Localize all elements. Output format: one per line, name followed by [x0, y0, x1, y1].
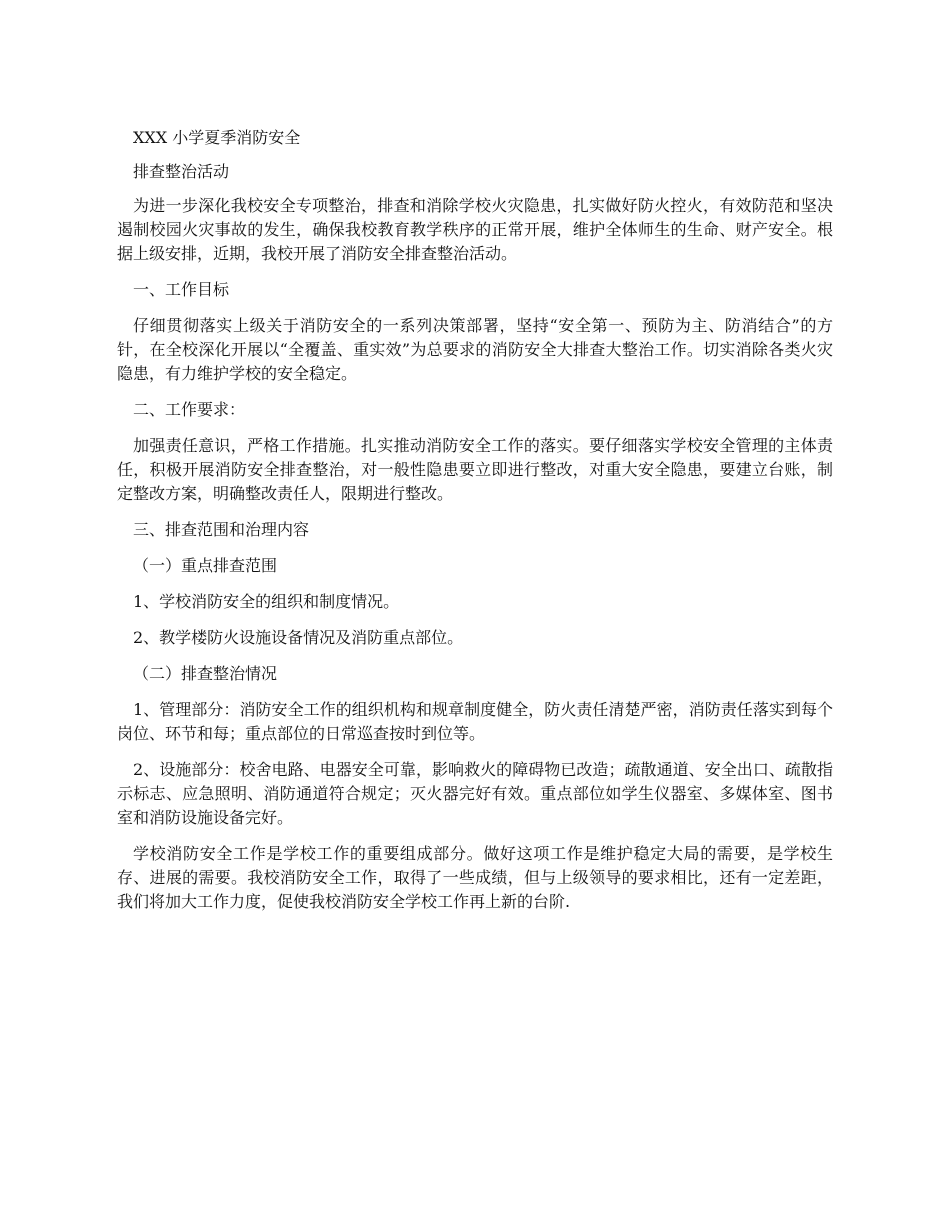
closing-paragraph: 学校消防安全工作是学校工作的重要组成部分。做好这项工作是维护稳定大局的需要，是学校生存、进展的需要。我校消防安全工作，取得了一些成绩，但与上级领导的要求相比，还有一定差距，我们将加大工作力度，促使我校消防安全学校工作再上新的台阶.: [117, 844, 833, 911]
section-heading-goals: 一、工作目标: [133, 280, 230, 299]
subsection-heading-key-scope: （一）重点排查范围: [133, 556, 278, 575]
intro-paragraph: 为进一步深化我校安全专项整治，排查和消除学校火灾隐患，扎实做好防火控火，有效防范和坚决遏制校园火灾事故的发生，确保我校教育教学秩序的正常开展，维护全体师生的生命、财产安全。根据上级安排，近期，我校开展了消防安全排查整治活动。: [117, 196, 833, 263]
list-item-scope-1: 1、学校消防安全的组织和制度情况。: [133, 592, 400, 611]
document-title-line-2: 排查整治活动: [133, 162, 230, 181]
list-item-management: 1、管理部分：消防安全工作的组织机构和规章制度健全，防火责任清楚严密，消防责任落实到每个岗位、环节和每；重点部位的日常巡查按时到位等。: [117, 700, 833, 743]
requirements-paragraph: 加强责任意识，严格工作措施。扎实推动消防安全工作的落实。要仔细落实学校安全管理的主体责任，积极开展消防安全排查整治，对一般性隐患要立即进行整改，对重大安全隐患，要建立台账，制定整改方案，明确整改责任人，限期进行整改。: [117, 436, 833, 503]
document-page: [117, 126, 833, 926]
goals-paragraph: 仔细贯彻落实上级关于消防安全的一系列决策部署，坚持“安全第一、预防为主、防消结合”的方针，在全校深化开展以“全覆盖、重实效”为总要求的消防安全大排查大整治工作。切实消除各类火灾隐患，有力维护学校的安全稳定。: [117, 316, 833, 383]
section-heading-requirements: 二、工作要求：: [133, 400, 246, 419]
list-item-scope-2: 2、教学楼防火设施设备情况及消防重点部位。: [133, 628, 464, 647]
subsection-heading-status: （二）排查整治情况: [133, 664, 278, 683]
list-item-facilities: 2、设施部分：校舍电路、电器安全可靠，影响救火的障碍物已改造；疏散通道、安全出口、疏散指示标志、应急照明、消防通道符合规定；灭火器完好有效。重点部位如学生仪器室、多媒体室、图书室和消防设施设备完好。: [117, 760, 833, 827]
section-heading-scope: 三、排查范围和治理内容: [133, 520, 310, 539]
document-title-line-1: XXX 小学夏季消防安全: [133, 128, 301, 147]
